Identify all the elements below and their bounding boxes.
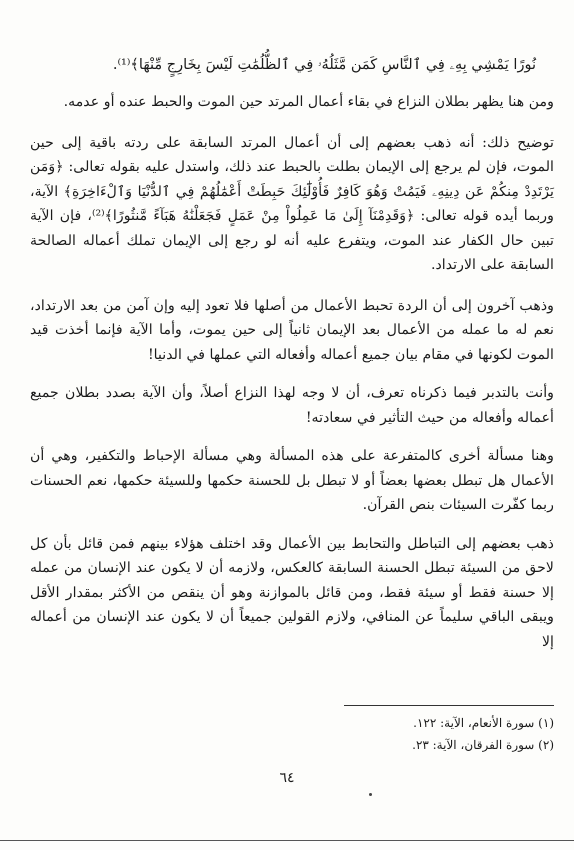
paragraph-6: ذهب بعضهم إلى التباطل والتحابط بين الأعمال وقد اختلف هؤلاء بينهم فمن قائل بأن كل لاحق من السيئة تبطل الحسنة السابقة كالعكس، ولازمه أن لا يكون عند الإنسان من عمله إلا حسنة فقط أو سيئة فقط، ومن قائل بالموازنة وهو أن ينقص من الأكثر بمقدار الأقل ويبقى الباقي سليماً عن المنافي، ولازم القولين جميعاً أن لا يكون عند الإنسان من أعماله إلا [30,535,554,650]
quran-verse-continuation: نُورًا يَمْشِي بِهِۦ فِي ٱلنَّاسِ كَمَن مَّثَلُهُۥ فِي ٱلظُّلُمَٰتِ لَيْسَ بِخَارِجٍ مِّنْهَا﴾⁽¹⁾. [112,57,536,73]
paragraph-4: وأنت بالتدبر فيما ذكرناه تعرف، أن لا وجه لهذا النزاع أصلاً، وأن الآية بصدد بطلان جميع أعماله وأفعاله من حيث التأثير في سعادته! [30,385,554,426]
footnotes [34,712,554,756]
page-number: ٦٤ [279,770,295,786]
paragraph-1: ومن هنا يظهر بطلان النزاع في بقاء أعمال المرتد حين الموت والحبط عنده أو عدمه. [63,94,554,110]
footnote-2: (٢) سورة الفرقان، الآية: ٢٣. [412,738,554,752]
footnote-1: (١) سورة الأنعام، الآية: ١٢٢. [413,716,554,730]
paragraph-2: توضيح ذلك: أنه ذهب بعضهم إلى أن أعمال المرتد السابقة على ردته باقية إلى حين الموت، فإن لم يرجع إلى الإيمان بطلت بالحبط عند ذلك، واستدل عليه بقوله تعالى: ﴿وَمَن يَرْتَدِدْ مِنكُمْ عَن دِينِهِۦ فَيَمُتْ وَهُوَ كَافِرٌ فَأُوْلَٰٓئِكَ حَبِطَتْ أَعْمَٰلُهُمْ فِي ٱلدُّنْيَا وَٱلْءَاخِرَةِ﴾ الآية، وربما أيده قوله تعالى: ﴿وَقَدِمْنَآ إِلَىٰ مَا عَمِلُواْ مِنْ عَمَلٍ فَجَعَلْنَٰهُ هَبَآءً مَّنثُورًا﴾⁽²⁾، فإن الآية تبين حال الكفار عند الموت، ويتفرع عليه أنه لو رجع إلى الإيمان تملك أعماله الصالحة السابقة على الارتداد. [30,134,554,273]
footnote-divider [344,705,554,706]
print-dot [369,793,372,796]
paragraph-5: وهنا مسألة أخرى كالمتفرعة على هذه المسألة وهي مسألة الإحباط والتكفير، وهي أن الأعمال هل تبطل بعضها بعضاً أو لا تبطل بل للحسنة حكمها وللسيئة حكمها، نعم الحسنات ربما كفّرت السيئات بنص القرآن. [30,448,554,513]
paragraph-3: وذهب آخرون إلى أن الردة تحبط الأعمال من أصلها فلا تعود إليه وإن آمن من بعد الارتداد، نعم له ما عمله من الأعمال بعد الإيمان ثانياً إلى حين يموت، وأما الآية فإنما أخذت قيد الموت لكونها في مقام بيان جميع أعماله وأفعاله التي عملها في الدنيا! [30,297,554,363]
page-bottom-edge [0,840,574,841]
page-body [30,40,554,654]
